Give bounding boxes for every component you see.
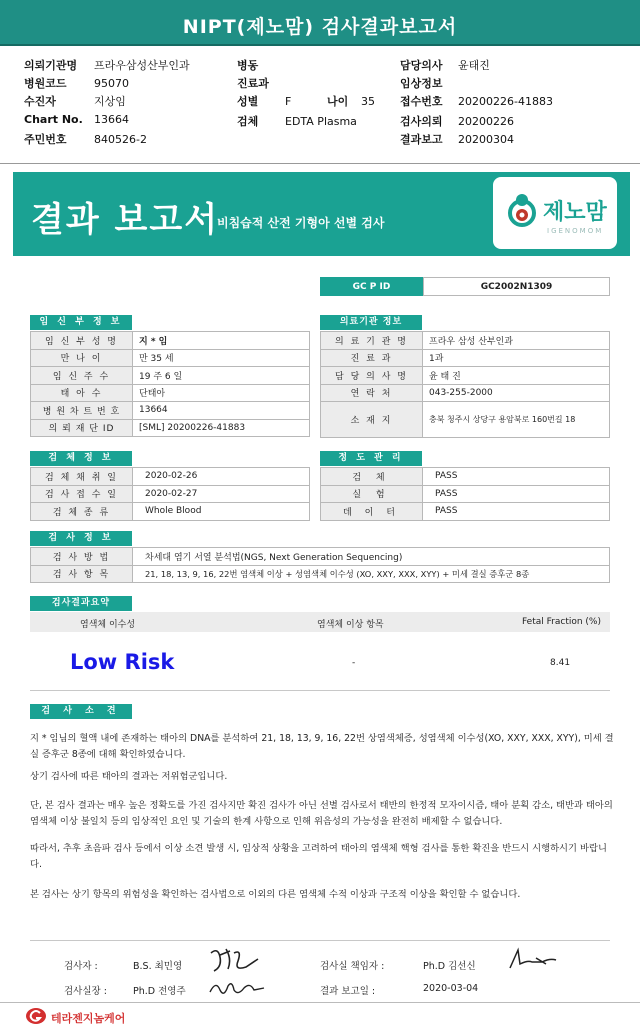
summary-col-abnormal: 염색체 이상 항목 [317,620,384,630]
summary-col-aneuploidy: 염색체 이수성 [80,620,136,630]
table-row [31,468,310,486]
pregnant-name-value: 지 * 임 [133,332,310,350]
pregnant-name-label: 임 신 부 성 명 [31,332,133,350]
logo-subtext: IGENOMOM [547,227,604,235]
doctor-value: 윤태진 [458,59,490,72]
table-row [31,548,610,566]
chart-row-value: 13664 [133,402,310,420]
clinical-info-label: 임상정보 [400,77,443,90]
gcpid-value: GC2002N1309 [423,277,610,296]
banner-subtitle: 비침습적 산전 기형아 선별 검사 [217,216,385,230]
result-low-risk: Low Risk [70,650,175,674]
table-row [31,349,310,367]
sex-label: 성별 [237,95,259,108]
test-items-value: 21, 18, 13, 9, 16, 22번 염색체 이상 + 성염색체 이수성 (XO, XXY, XXX, XYY) + 미세 결실 증후군 8종 [133,565,610,583]
findings-paragraph-1: 지 * 임님의 혈액 내에 존재하는 태아의 DNA를 분석하여 21, 18, 13, 9, 16, 22번 상염색체증, 성염색체 이수성(XO, XXY, XXX, XYY), 미세 결실 증후군 8종에 대해 확인하였습니다. [30,733,614,760]
responsible-signature-icon [506,944,562,974]
table-row [31,367,310,385]
gcpid-label: GC P ID [320,277,423,296]
collect-date-value: 2020-02-26 [133,468,310,486]
age-row-value: 만 35 세 [133,349,310,367]
age-value: 35 [361,95,375,108]
patient-label: 수진자 [24,95,56,108]
hospital-name-value: 프라우삼성산부인과 [94,59,190,72]
chief-value: Ph.D 전영주 [133,986,186,997]
dept-row-value: 1과 [423,349,610,367]
test-items-label: 검 사 항 목 [31,565,133,583]
summary-item-value: - [352,658,356,668]
company-mark-icon [25,1006,47,1026]
foundation-id-label: 의 뢰 재 단 ID [31,419,133,437]
sex-value: F [285,95,292,108]
examiner-signature-icon [206,945,264,975]
hospital-section-title: 의료기관 정보 [320,315,422,330]
banner-title: 결과 보고서 [31,200,220,240]
summary-divider [30,690,610,691]
qc-table [320,467,610,521]
age-row-label: 만 나 이 [31,349,133,367]
header-divider [0,163,640,164]
qc-experiment-label: 실 험 [321,485,423,503]
responsible-label: 검사실 책임자 : [320,961,385,972]
hospital-table [320,331,610,438]
table-row [321,503,610,521]
report-title-bar [0,0,640,46]
qc-data-label: 데 이 터 [321,503,423,521]
examiner-value: B.S. 최민영 [133,961,183,972]
specimen-value: EDTA Plasma [285,115,357,128]
fetus-count-value: 단태아 [133,384,310,402]
table-row [321,367,610,385]
header-mid-col [237,57,375,131]
findings-paragraph-4: 따라서, 추후 초음파 검사 등에서 이상 소견 발생 시, 임상적 상황을 고려하여 태아의 염색체 핵형 검사를 통한 확진을 반드시 시행하시기 바랍니다. [30,843,607,870]
request-date-label: 검사의뢰 [400,115,443,128]
table-row [31,384,310,402]
doctor-label: 담당의사 [400,59,443,72]
gest-week-label: 임 신 주 수 [31,367,133,385]
responsible-value: Ph.D 김선신 [423,961,476,972]
table-row [31,565,610,583]
specimen-type-label: 검 체 종 류 [31,503,133,521]
table-row [321,349,610,367]
company-name: 테라젠지놈케어 [51,1012,126,1025]
receipt-no-value: 20200226-41883 [458,95,553,108]
qc-specimen-value: PASS [423,468,610,486]
ward-label: 병동 [237,59,259,72]
table-row [31,332,310,350]
header-right-col [400,57,553,149]
table-row [31,419,310,437]
table-row [321,402,610,438]
fetus-count-label: 태 아 수 [31,384,133,402]
dept-row-label: 진 료 과 [321,349,423,367]
chief-signature-icon [206,976,268,998]
resident-no-value: 840526-2 [94,133,147,146]
chart-row-label: 병 원 차 트 번 호 [31,402,133,420]
genomom-logo [493,177,617,249]
result-banner [13,172,630,256]
chart-no-label: Chart No. [24,113,83,126]
hospital-code-value: 95070 [94,77,129,90]
findings-paragraph-5: 본 검사는 상기 항목의 위험성을 확인하는 검사법으로 이외의 다른 염색체 수적 이상과 구조적 이상을 확인할 수 없습니다. [30,889,521,900]
genomom-mark-icon [505,191,539,231]
request-date-value: 20200226 [458,115,514,128]
patient-value: 지상임 [94,95,126,108]
resident-no-label: 주민번호 [24,133,67,146]
specimen-section-title: 검 체 정 보 [30,451,132,466]
gest-week-value: 19 주 6 일 [133,367,310,385]
specimen-type-value: Whole Blood [133,503,310,521]
examiner-label: 검사자 : [64,961,98,972]
clinic-name-value: 프라우 삼성 산부인과 [423,332,610,350]
table-row [321,468,610,486]
findings-paragraph-2: 상기 검사에 따른 태아의 결과는 저위험군입니다. [30,771,228,782]
report-title: NIPT(제노맘) 검사결과보고서 [182,16,458,38]
collect-date-label: 검 체 채 취 일 [31,468,133,486]
receive-date-label: 검 사 접 수 일 [31,485,133,503]
pregnant-table [30,331,310,437]
summary-header [30,612,610,632]
chief-label: 검사실장 : [64,986,107,997]
logo-name: 제노맘 [543,200,607,225]
summary-section-title: 검사결과요약 [30,596,132,611]
specimen-label: 검체 [237,115,259,128]
hospital-code-label: 병원코드 [24,77,67,90]
age-label: 나이 [327,95,349,108]
table-row [321,332,610,350]
contact-value: 043-255-2000 [423,384,610,402]
specimen-table [30,467,310,521]
table-row [31,485,310,503]
qc-specimen-label: 검 체 [321,468,423,486]
findings-paragraph-3: 단, 본 검사 결과는 매우 높은 정확도를 가진 검사지만 확진 검사가 아닌 선별 검사로서 태반의 한정적 모자이시즘, 태아 분획 감소, 태반과 태아의 염색체 이상 불일치 등의 임상적인 요인 및 기술의 한계 사항으로 인해 위음성의 가능성을 완전히 배제할 수 없습니다. [30,800,613,827]
receive-date-value: 2020-02-27 [133,485,310,503]
doctor-row-value: 윤 태 진 [423,367,610,385]
qc-experiment-value: PASS [423,485,610,503]
qc-data-value: PASS [423,503,610,521]
result-date-label: 결과보고 [400,133,443,146]
result-date-value: 20200304 [458,133,514,146]
footer-divider [0,1002,640,1003]
hospital-name-label: 의뢰기관명 [24,59,78,72]
address-value: 충북 청주시 상당구 용암북로 160번길 18 [423,402,610,438]
test-section-title: 검 사 정 보 [30,531,132,546]
foundation-id-value: [SML] 20200226-41883 [133,419,310,437]
test-method-value: 차세대 염기 서열 분석법(NGS, Next Generation Sequencing) [133,548,610,566]
table-row [321,384,610,402]
table-row [31,402,310,420]
report-date-value: 2020-03-04 [423,983,479,994]
qc-section-title: 정 도 관 리 [320,451,422,466]
chart-no-value: 13664 [94,113,129,126]
clinic-name-label: 의 료 기 관 명 [321,332,423,350]
summary-ff-value: 8.41 [550,658,571,668]
table-row [321,485,610,503]
header-left-col [24,57,190,149]
contact-label: 연 락 처 [321,384,423,402]
doctor-row-label: 담 당 의 사 명 [321,367,423,385]
summary-col-ff: Fetal Fraction (%) [522,617,601,627]
report-date-label: 결과 보고일 : [320,986,376,997]
dept-label: 진료과 [237,77,269,90]
address-label: 소 재 지 [321,402,423,438]
findings-section-title: 검 사 소 견 [30,704,132,719]
receipt-no-label: 접수번호 [400,95,443,108]
test-table [30,547,610,583]
test-method-label: 검 사 방 법 [31,548,133,566]
pregnant-section-title: 임 신 부 정 보 [30,315,132,330]
findings-divider [30,940,610,941]
table-row [31,503,310,521]
